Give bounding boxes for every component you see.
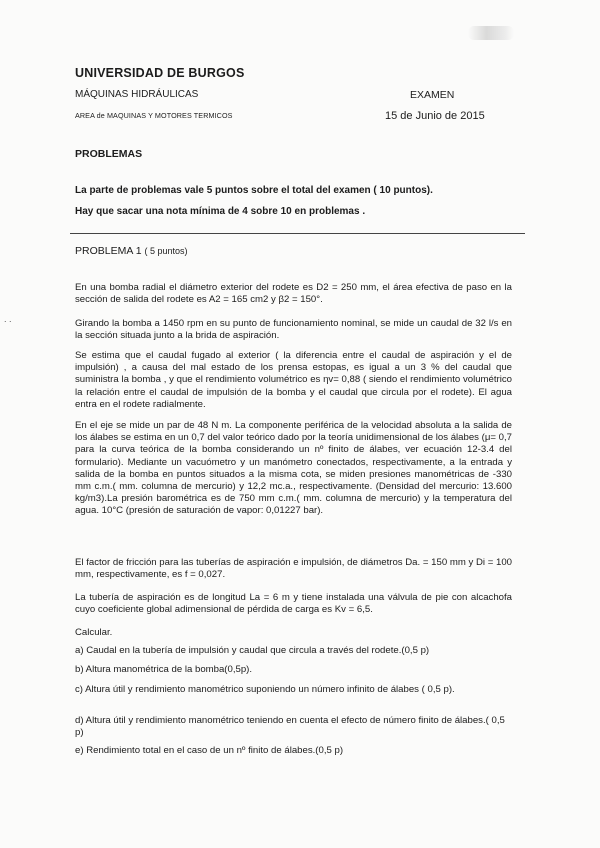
problem-paragraph: Girando la bomba a 1450 rpm en su punto de funcionamiento nominal, se mide un caudal de 32 l/s en la sección situada junto a la brida de aspiración.: [75, 318, 512, 342]
calculate-label: Calcular.: [75, 627, 113, 638]
question-c: c) Altura útil y rendimiento manométrico suponiendo un número infinito de álabes ( 0,5 p).: [75, 684, 455, 695]
question-a: a) Caudal en la tubería de impulsión y caudal que circula a través del rodete.(0,5 p): [75, 645, 430, 656]
question-d: d) Altura útil y rendimiento manométrico teniendo en cuenta el efecto de número finito de álabes.( 0,5 p): [75, 715, 505, 739]
question-b: b) Altura manométrica de la bomba(0,5p).: [75, 664, 253, 675]
problem-paragraph: Se estima que el caudal fugado al exterior ( la diferencia entre el caudal de aspiración y el de impulsión) , a causa del mal estado de los prensa estopas, es igual a un 3 % del caudal que suministra la bomba , y que el rendimiento volumétrico es ηv= 0,88 ( siendo el rendimiento volumétrico la relación entre el caudal de impulsión de la bomba y el caudal que circula por el rodete). El agua entra en el rodete radialmente.: [75, 350, 512, 410]
intro-line-2: Hay que sacar una nota mínima de 4 sobre 10 en problemas .: [75, 206, 366, 217]
margin-mark: . .: [4, 314, 12, 324]
problem-points: ( 5 puntos): [144, 246, 188, 256]
problem-paragraph: El factor de fricción para las tuberías de aspiración e impulsión, de diámetros Da. = 150 mm y Di = 100 mm, respectivamente, es f = 0,027.: [75, 557, 512, 581]
scan-smudge: [468, 26, 514, 40]
exam-date: 15 de Junio de 2015: [385, 110, 485, 122]
section-divider: [70, 233, 525, 234]
university-name: UNIVERSIDAD DE BURGOS: [75, 66, 245, 80]
exam-label: EXAMEN: [410, 89, 455, 101]
problem-paragraph: En una bomba radial el diámetro exterior del rodete es D2 = 250 mm, el área efectiva de paso en la sección de salida del rodete es A2 = 165 cm2 y β2 = 150°.: [75, 282, 512, 306]
question-e: e) Rendimiento total en el caso de un nº finito de álabes.(0,5 p): [75, 745, 344, 756]
section-title: PROBLEMAS: [75, 148, 143, 160]
problem-paragraph: La tubería de aspiración es de longitud La = 6 m y tiene instalada una válvula de pie con alcachofa cuyo coeficiente global adimensional de pérdida de carga es Kv = 6,5.: [75, 592, 512, 616]
problem-paragraph: En el eje se mide un par de 48 N m. La componente periférica de la velocidad absoluta a la salida de los álabes se estima en un 0,7 del valor teórico dado por la teoría unidimensional de los álabes (μ= 0,7 para la curva teórica de la bomba considerando un nº finito de álabes, ver ecuación 12-3.4 del formulario). Mediante un vacuómetro y un manómetro conectados, respectivamente, a la entrada y salida de la bomba en puntos situados a la misma cota, se miden presiones manométricas de -330 mm c.m.( mm. columna de mercurio) y 12,2 mc.a., respectivamente. (Densidad del mercurio: 13.600 kg/m3).La presión barométrica es de 750 mm c.m.( mm. columna de mercurio) y la temperatura del agua. 10°C (presión de saturación de vapor: 0,01227 bar).: [75, 420, 512, 517]
intro-line-1: La parte de problemas vale 5 puntos sobre el total del examen ( 10 puntos).: [75, 185, 433, 196]
problem-heading: [75, 245, 187, 257]
department-area: AREA de MAQUINAS Y MOTORES TERMICOS: [75, 111, 233, 120]
problem-title: PROBLEMA 1: [75, 245, 142, 257]
subject-name: MÁQUINAS HIDRÁULICAS: [75, 89, 199, 100]
